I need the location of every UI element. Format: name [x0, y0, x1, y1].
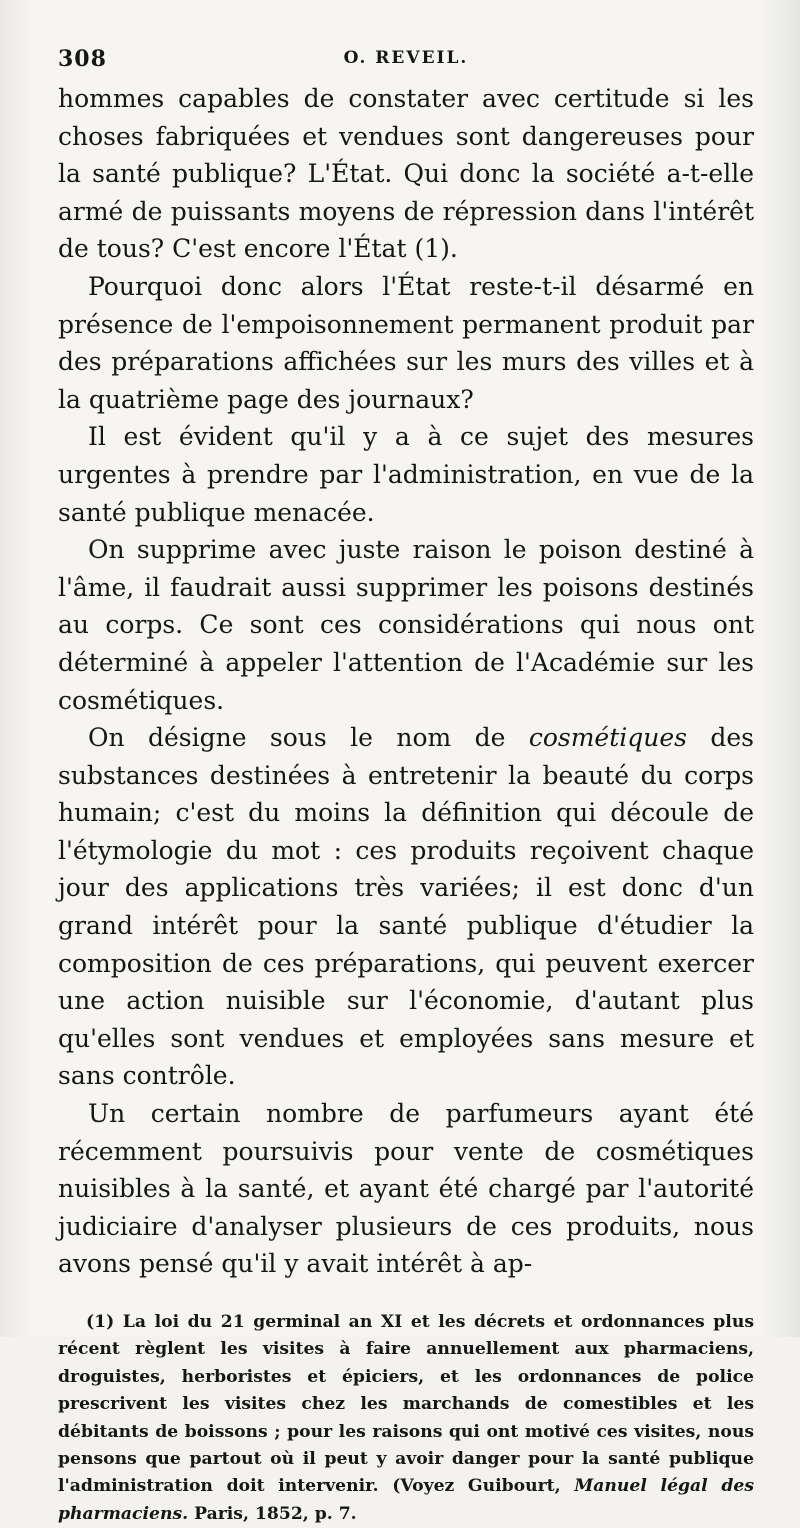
page-header	[58, 36, 754, 80]
page-number: 308	[58, 46, 107, 72]
cosmetiques-term: cosmétiques	[528, 723, 687, 753]
paragraph-1: hommes capables de constater avec certitude si les choses fabriquées et vendues sont dangereuses pour la santé publique? L'État. Qui donc la société a-t-elle armé de puissants moyens de répression dans l'intérêt de tous? C'est encore l'État (1).	[58, 84, 754, 264]
body-text	[58, 80, 754, 1283]
footnote-citation: Paris, 1852, p. 7.	[188, 1503, 357, 1524]
paragraph-5	[58, 719, 754, 1095]
paragraph-2: Pourquoi donc alors l'État reste-t-il désarmé en présence de l'empoisonnement permanent produit par des préparations affichées sur les murs des villes et à la quatrième page des journaux?	[58, 271, 754, 414]
footnotes	[58, 1309, 754, 1528]
footnote-book-title: Manuel légal des pharmaciens.	[58, 1476, 754, 1524]
paragraph-5-end: des substances destinées à entretenir la beauté du corps humain; c'est du moins la définition qui découle de l'étymologie du mot : ces produits reçoivent chaque jour des applications très variées; il est donc d'un grand intérêt pour la santé publique d'étudier la composition de ces préparations, qui peuvent exercer une action nuisible sur l'économie, d'autant plus qu'elles sont vendues et employées sans mesure et sans contrôle.	[58, 723, 755, 1091]
paragraph-4: On supprime avec juste raison le poison destiné à l'âme, il faudrait aussi supprimer les poisons destinés au corps. Ce sont ces considérations qui nous ont déterminé à appeler l'attention de l'Académie sur les cosmétiques.	[58, 535, 754, 715]
footnote-1	[58, 1309, 754, 1528]
paragraph-5-start: On désigne sous le nom de	[88, 723, 529, 753]
running-head: O. REVEIL.	[343, 48, 469, 68]
paragraph-6: Un certain nombre de parfumeurs ayant été récemment poursuivis pour vente de cosmétiques nuisibles à la santé, et ayant été chargé par l'autorité judiciaire d'analyser plusieurs de ces produits, nous avons pensé qu'il y avait intérêt à ap-	[58, 1099, 754, 1279]
footnote-text: (1) La loi du 21 germinal an XI et les décrets et ordonnances plus récent règlent les visites à faire annuellement aux pharmaciens, droguistes, herboristes et épiciers, et les ordonnances de police prescrivent les visites chez les marchands de comestibles et les débitants de boissons ; pour les raisons qui ont motivé ces visites, nous pensons que partout où il peut y avoir danger pour la santé publique l'administration doit intervenir. (Voyez Guibourt,	[58, 1312, 754, 1497]
paragraph-3: Il est évident qu'il y a à ce sujet des mesures urgentes à prendre par l'administration, en vue de la santé publique menacée.	[58, 422, 754, 527]
